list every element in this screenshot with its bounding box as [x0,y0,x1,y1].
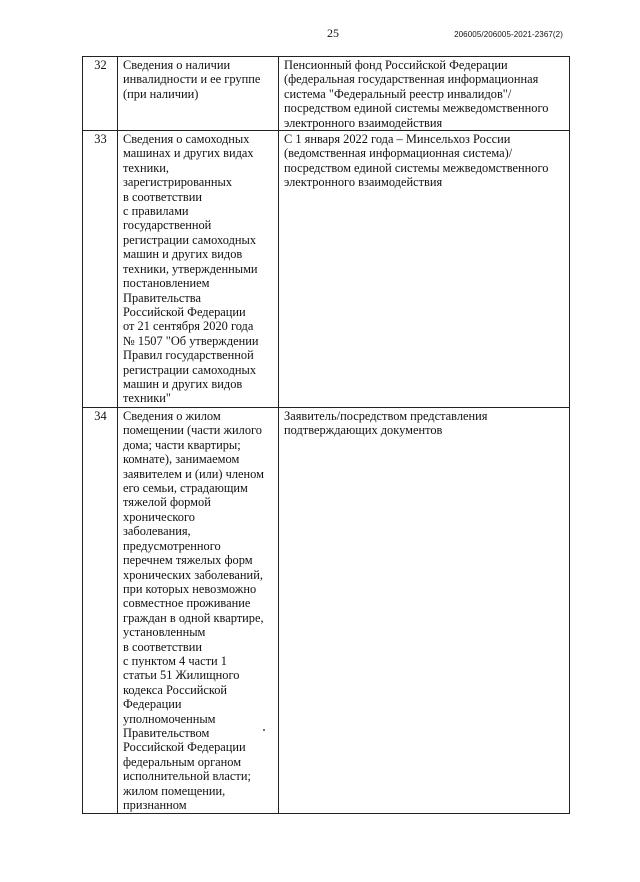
source-text: Пенсионный фонд Российской Федерации (федеральная государственная информационная система "Федеральный реестр инвалидов"/ посредством единой системы межведомственного электронного взаимодействия [284,58,549,130]
info-text: Сведения о наличии инвалидности и ее группе (при наличии) [123,58,261,101]
scan-dot [263,729,265,731]
row-number: 34 [83,408,118,814]
data-sources-table [82,56,570,814]
source-description [279,408,570,814]
info-text: Сведения о жилом помещении (части жилого дома; части квартиры; комнате), занимаемом заявителем и (или) членом его семьи, страдающим тяжелой формой хронического заболевания, предусмотренного перечнем тяжелых форм хронических заболеваний, при которых невозможно совместное проживание граждан в одной квартире, установленным в соответствии с пунктом 4 части 1 статьи 51 Жилищного кодекса Российской Федерации уполномоченным Правительством Российской Федерации федеральным органом исполнительной власти; жилом помещении, признанном [123,409,264,812]
row-number: 32 [83,57,118,131]
info-description [118,131,279,408]
table-row [83,131,570,408]
info-text: Сведения о самоходных машинах и других видах техники, зарегистрированных в соответствии с правилами государственной регистрации самоходных машин и других видов техники, утвержденными постановлением Правительства Российской Федерации от 21 сентября 2020 года № 1507 "Об утверждении Правил государственной регистрации самоходных машин и других видов техники" [123,132,259,406]
document-code: 206005/206005-2021-2367(2) [454,30,563,39]
source-text: С 1 января 2022 года – Минсельхоз России (ведомственная информационная система)/ посредством единой системы межведомственного электронного взаимодействия [284,132,549,190]
info-description [118,57,279,131]
source-description [279,57,570,131]
page-number: 25 [327,26,339,40]
row-number: 33 [83,131,118,408]
info-description [118,408,279,814]
source-description [279,131,570,408]
table-row [83,57,570,131]
table-row [83,408,570,814]
source-text: Заявитель/посредством представления подтверждающих документов [284,409,488,438]
